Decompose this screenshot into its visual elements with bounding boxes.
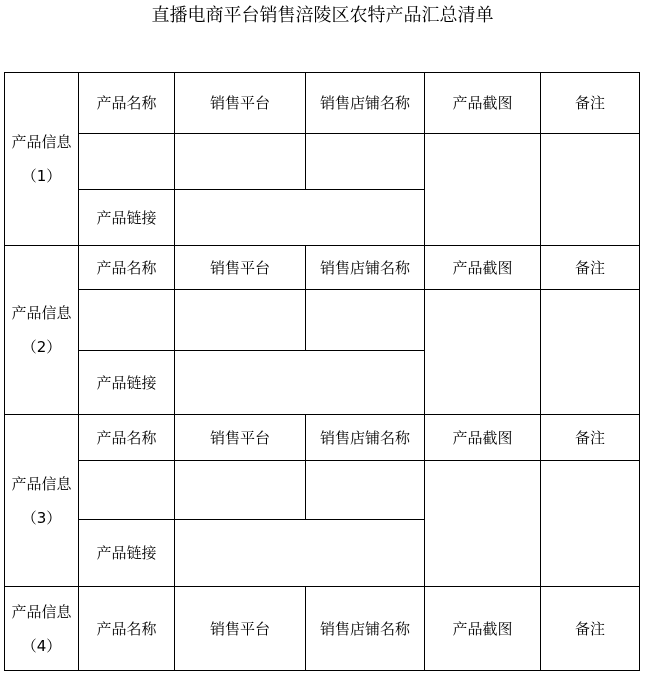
group-2-label: 产品信息 bbox=[11, 304, 72, 322]
group-4-header-screenshot: 产品截图 bbox=[425, 587, 541, 671]
group-1-link-label: 产品链接 bbox=[79, 190, 175, 246]
group-4-label: 产品信息 bbox=[11, 602, 72, 621]
group-3-store-name-value[interactable] bbox=[306, 461, 425, 520]
group-2-value-row bbox=[5, 290, 640, 351]
group-2-label-cell bbox=[5, 246, 79, 415]
group-4-header-store-name: 销售店铺名称 bbox=[306, 587, 425, 671]
group-1-value-row bbox=[5, 134, 640, 190]
group-2-product-name-value[interactable] bbox=[79, 290, 175, 351]
group-2-screenshot-value[interactable] bbox=[425, 290, 541, 415]
group-2-remark-value[interactable] bbox=[541, 290, 640, 415]
group-3-product-name-value[interactable] bbox=[79, 461, 175, 520]
group-1-header-store-name: 销售店铺名称 bbox=[306, 73, 425, 134]
group-3-value-row bbox=[5, 461, 640, 520]
group-2-header-row bbox=[5, 246, 640, 290]
group-1-header-screenshot: 产品截图 bbox=[425, 73, 541, 134]
group-2-store-name-value[interactable] bbox=[306, 290, 425, 351]
group-3-link-label: 产品链接 bbox=[79, 520, 175, 587]
group-1-remark-value[interactable] bbox=[541, 134, 640, 246]
group-2-header-product-name: 产品名称 bbox=[79, 246, 175, 290]
product-summary-table bbox=[4, 72, 640, 671]
group-3-header-product-name: 产品名称 bbox=[79, 415, 175, 461]
group-1-store-name-value[interactable] bbox=[306, 134, 425, 190]
group-3-header-platform: 销售平台 bbox=[175, 415, 306, 461]
group-1-platform-value[interactable] bbox=[175, 134, 306, 190]
group-1-header-row bbox=[5, 73, 640, 134]
group-3-index: （3） bbox=[21, 508, 62, 527]
group-4-header-row bbox=[5, 587, 640, 671]
group-3-label: 产品信息 bbox=[11, 474, 72, 493]
group-3-screenshot-value[interactable] bbox=[425, 461, 541, 587]
group-1-link-value[interactable] bbox=[175, 190, 425, 246]
group-2-link-value[interactable] bbox=[175, 351, 425, 415]
group-3-header-screenshot: 产品截图 bbox=[425, 415, 541, 461]
group-4-header-remark: 备注 bbox=[541, 587, 640, 671]
group-2-header-screenshot: 产品截图 bbox=[425, 246, 541, 290]
group-2-header-store-name: 销售店铺名称 bbox=[306, 246, 425, 290]
group-1-product-name-value[interactable] bbox=[79, 134, 175, 190]
group-3-link-value[interactable] bbox=[175, 520, 425, 587]
group-3-header-store-name: 销售店铺名称 bbox=[306, 415, 425, 461]
group-3-header-row bbox=[5, 415, 640, 461]
group-4-header-product-name: 产品名称 bbox=[79, 587, 175, 671]
group-1-header-product-name: 产品名称 bbox=[79, 73, 175, 134]
group-1-header-remark: 备注 bbox=[541, 73, 640, 134]
group-4-label-cell bbox=[5, 587, 79, 671]
group-1-label-cell bbox=[5, 73, 79, 246]
group-3-platform-value[interactable] bbox=[175, 461, 306, 520]
group-4-header-platform: 销售平台 bbox=[175, 587, 306, 671]
group-3-header-remark: 备注 bbox=[541, 415, 640, 461]
group-2-header-platform: 销售平台 bbox=[175, 246, 306, 290]
group-4-index: （4） bbox=[21, 636, 62, 655]
group-1-header-platform: 销售平台 bbox=[175, 73, 306, 134]
group-1-screenshot-value[interactable] bbox=[425, 134, 541, 246]
group-3-remark-value[interactable] bbox=[541, 461, 640, 587]
group-2-header-remark: 备注 bbox=[541, 246, 640, 290]
group-2-link-label: 产品链接 bbox=[79, 351, 175, 415]
group-1-index: （1） bbox=[21, 167, 62, 185]
document-title: 直播电商平台销售涪陵区农特产品汇总清单 bbox=[151, 5, 494, 26]
group-2-index: （2） bbox=[21, 338, 62, 356]
group-1-label: 产品信息 bbox=[11, 133, 72, 151]
group-3-label-cell bbox=[5, 415, 79, 587]
group-2-platform-value[interactable] bbox=[175, 290, 306, 351]
